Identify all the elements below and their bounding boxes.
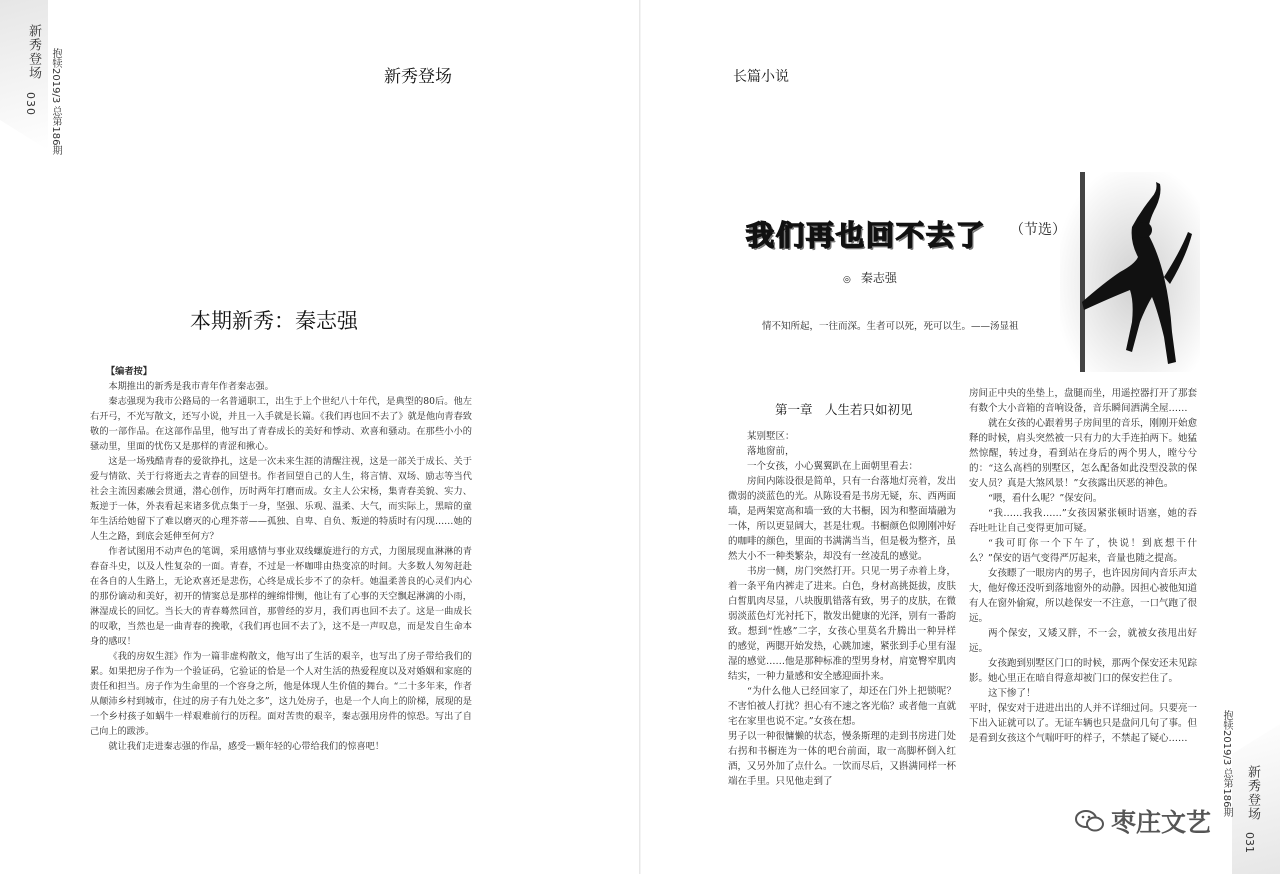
left-corner-section: 新秀登场 <box>26 24 41 80</box>
story-paragraph: 书房一侧，房门突然打开。只见一男子赤着上身，着一条平角内裤走了进来。白色，身材高挑挺拔，皮肤白皙肌肉尽显，八块腹肌错落有致，男子的皮肤，在微弱淡蓝色灯光衬托下，散发出健康的光泽，别有一番韵致。想到“性感”二字，女孩心里莫名升腾出一种异样的感觉，两腮开始发热，心跳加速，紧张到手心里有湿湿的感觉……他是那种标准的型男身材，肩宽臀窄肌肉结实，一种力量感和安全感迎面扑来。 <box>728 566 957 682</box>
editor-paragraph: 作者试图用不动声色的笔调，采用感情与事业双线螺旋进行的方式，力图展现血淋淋的青春奋斗史，以及人性复杂的一面。青春，不过是一杯咖啡由热变凉的时间。大多数人匆匆赶赴在各自的人生路上，无论欢喜还是悲伤，心终是成长步不了的杂杆。她温柔善良的心灵们内心的那份谪动和美好，初开的情窦总是那样的缠绵悱恻，他让有了心事的天空飘起淋漓的小雨，淋湿成长的回忆。当长大的青春蓦然回首，那曾经的岁月，我们再也回不去了。这是一曲成长的叹歌，当然也是一曲青春的挽歌，《我们再也回不去了》，这不是一声叹息，而是发自生命本身的感叹！ <box>90 546 472 647</box>
author-mark: ◎ <box>843 275 851 285</box>
story-paragraph: “我可盯你一个下午了，快说！到底想干什么？”保安的语气变得严厉起来，音量也随之提高。 <box>969 538 1197 564</box>
author-name: 秦志强 <box>860 271 897 285</box>
editor-note-label: 【编者按】 <box>106 366 152 377</box>
right-issue-info: 抱犊2019/3 总第186期 <box>1221 710 1232 818</box>
chapter-title: 第一章 人生若只如初见 <box>775 402 913 417</box>
left-issue-info: 抱犊2019/3 总第186期 <box>50 48 61 156</box>
story-paragraph: “为什么他人已经回家了，却还在门外上把锁呢？不害怕被人打扰？担心有不速之客光临？或者他一直就宅在家里也说不定。”女孩在想。 <box>728 686 957 727</box>
editor-paragraph: 就让我们走进秦志强的作品，感受一颗年轻的心带给我们的惊喜吧！ <box>108 741 385 752</box>
watermark <box>1075 804 1211 838</box>
right-page-header: 长篇小说 <box>733 69 789 85</box>
story-paragraph: “我……我我……”女孩因紧张顿时语塞，她的吞吞吐吐让自己变得更加可疑。 <box>969 508 1197 534</box>
story-paragraph: 平时，保安对于进进出出的人并不详细过问。只要亮一下出入证就可以了。无证车辆也只是盘问几句了事。但是看到女孩这个气喘吁吁的样子，不禁起了疑心…… <box>969 703 1198 744</box>
editor-paragraph: 秦志强现为我市公路局的一名普通职工，出生于上个世纪八十年代，是典型的80后。他左右开弓，不光写散文，还写小说，并且一入手就是长篇。《我们再也回不去了》就是他向青春致敬的一部作品。在这部作品里，他写出了青春成长的美好和悸动、欢喜和骚动。在那些小小的骚动里，里面的忧伤又是那样的青涩和揪心。 <box>90 396 472 452</box>
pole-dancer-photo <box>1060 172 1200 372</box>
editor-paragraph: 《我的房奴生涯》作为一篇非虚构散文，他写出了生活的艰辛，也写出了房子带给我们的累。如果把房子作为一个验证码，它验证的恰是一个人对生活的热爱程度以及对婚姻和家庭的责任和担当。房子作为生命里的一个容身之所，他是体现人生价值的舞台。“二十多年来，作者从颠沛乡村到城市，住过的房子有九处之多”，这九处房子，也是一个人向上的阶梯，展现的是一个乡村孩子如蜗牛一样艰难前行的历程。面对苦贵的艰辛，秦志强用房件的惊恐。写出了自己向上的跋涉。 <box>90 651 472 737</box>
story-column-1 <box>728 429 956 789</box>
left-page-number: 030 <box>24 92 37 116</box>
story-title: 我们再也回不去了 <box>746 219 987 252</box>
story-column-2 <box>969 386 1197 746</box>
editor-note <box>90 364 472 754</box>
story-paragraph: 落地窗前， <box>747 446 795 457</box>
story-paragraph: 女孩跑到别墅区门口的时候，那两个保安还未见踪影。她心里正在暗自得意却被门口的保安拦住了。 <box>969 658 1198 684</box>
author-line <box>843 269 897 286</box>
editor-paragraph: 这是一场残酷青春的爱欲挣扎，这是一次未来生涯的清醒注视，这是一部关于成长、关于爱与情欲、关于行将逝去之青春的回望书。作者回望自己的人生，将言情、双场、励志等当代社会主流因素融会贯通，潜心创作，历时两年打磨而成。女主人公宋杨，集青春美貌、实力、叛逆于一体，外表看起来诸多优点集于一身，坚强、乐观、温柔、大气，而实际上，黑暗的童年生活给她留下了难以磨灭的心理芥蒂——孤独、自卑、自负、叛逆的特质时有闪现……她的人生之路，到底会延伸至何方？ <box>90 456 472 542</box>
feature-title: 本期新秀：秦志强 <box>190 309 358 333</box>
story-paragraph: 一个女孩，小心翼翼趴在上面朝里看去： <box>747 461 919 472</box>
story-paragraph: 两个保安，又矮又胖，不一会，就被女孩甩出好远。 <box>969 628 1197 654</box>
watermark-text: 枣庄文艺 <box>1111 808 1212 837</box>
story-paragraph: “喂，看什么呢？”保安问。 <box>988 493 1103 504</box>
wechat-icon <box>1075 809 1105 833</box>
story-paragraph: 房间内陈设很是简单，只有一台落地灯亮着，发出微弱的淡蓝色的光。从陈设看是书房无疑，东、西两面墙，是两架宽高和墙一致的大书橱，因为和整面墙融为一体，所以更显阔大，甚是壮观。书橱颜色似刚刚冲好的咖啡的颜色，里面的书满满当当，但是极为整齐，虽然大小不一种类繁杂，却没有一丝凌乱的感觉。 <box>728 476 957 562</box>
epigraph: 情不知所起，一往而深。生者可以死，死可以生。——汤显祖 <box>762 321 1019 332</box>
left-page-header: 新秀登场 <box>384 67 452 87</box>
right-page-number: 031 <box>1243 832 1256 853</box>
story-paragraph: 某别墅区： <box>747 431 795 442</box>
story-paragraph: 男子以一种很慵懒的状态，慢条斯理的走到书房进门处右拐和书橱连为一体的吧台前面，取一高脚杯倒入红酒，又另外加了点什么。一饮而尽后，又斟满同样一杯端在手里。只见他走到了 <box>728 731 957 787</box>
editor-paragraph: 本期推出的新秀是我市青年作者秦志强。 <box>108 381 274 392</box>
story-paragraph: 就在女孩的心跟着男子房间里的音乐，刚刚开始愈释的时候，肩头突然被一只有力的大手连拍两下。她猛然惊醒，转过身，看到站在身后的两个男人，瞠兮兮的：“这么高档的别墅区，怎么配备如此没型没款的保安人员？真是大煞风景！”女孩露出厌恶的神色。 <box>969 418 1198 489</box>
story-paragraph: 房间正中央的坐垫上，盘腿而坐，用遥控器打开了那套有数个大小音箱的音响设备，音乐瞬间洒满全屋…… <box>969 388 1198 414</box>
story-subtitle: （节选） <box>1010 222 1066 238</box>
right-corner-section: 新秀登场 <box>1245 765 1260 821</box>
story-paragraph: 女孩瞟了一眼房内的男子，也许因房间内音乐声太大，他好像还没听到落地窗外的动静。因担心被他知道有人在窗外偷窥，所以趁保安一不注意，一口气跑了很远。 <box>969 568 1198 624</box>
page-gutter <box>639 0 641 874</box>
story-paragraph: 这下惨了！ <box>988 688 1036 699</box>
